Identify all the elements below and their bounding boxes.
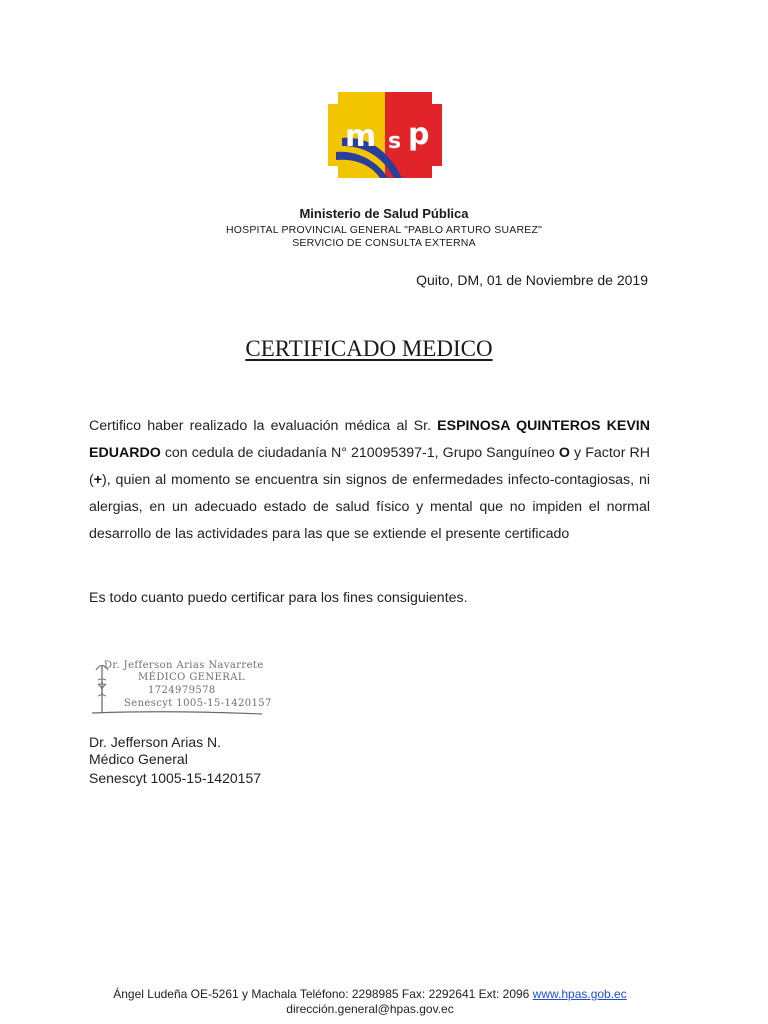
service-name: SERVICIO DE CONSULTA EXTERNA [292, 237, 476, 249]
stamp-line-doctor: Dr. Jefferson Arias Navarrete [104, 660, 264, 671]
hospital-name: HOSPITAL PROVINCIAL GENERAL "PABLO ARTURO SUAREZ" [226, 224, 542, 236]
certificate-body [89, 413, 650, 548]
patient-name: ESPINOSA QUINTEROS KEVIN EDUARDO [89, 418, 650, 461]
footer-email: dirección.general@hpas.gov.ec [286, 1002, 454, 1016]
svg-text:m: m [345, 119, 377, 154]
rh-factor: + [93, 472, 103, 488]
signer-name: Dr. Jefferson Arias N. [89, 734, 222, 750]
signer-role: Médico General [89, 751, 188, 767]
body-text-3: y Factor RH ( [89, 445, 650, 488]
doctor-stamp [90, 654, 270, 718]
svg-text:p: p [408, 117, 430, 152]
stamp-line-id: 1724979578 [148, 685, 216, 696]
msp-logo [328, 92, 442, 178]
msp-logo-graphic [328, 92, 442, 178]
footer-address: Ángel Ludeña OE-5261 y Machala Teléfono: 2298985 Fax: 2292641 Ext: 2096 [113, 987, 533, 1001]
footer-website-link[interactable]: www.hpas.gob.ec [532, 987, 627, 1001]
body-text-4: ), quien al momento se encuentra sin signos de enfermedades infecto-contagiosas, ni alergias, en un adecuado estado de salud físico y mental que no impiden el normal desarrollo de las actividades para las que se extiende el presente certificado [89, 472, 650, 542]
signer-registry: Senescyt 1005-15-1420157 [89, 770, 262, 786]
footer-address-line [0, 987, 740, 1001]
document-date: Quito, DM, 01 de Noviembre de 2019 [416, 272, 648, 288]
closing-statement: Es todo cuanto puedo certificar para los fines consiguientes. [89, 590, 468, 606]
blood-group: O [558, 445, 570, 461]
ministry-name: Ministerio de Salud Pública [299, 206, 469, 221]
document-title: CERTIFICADO MEDICO [245, 336, 493, 361]
stamp-line-role: MÉDICO GENERAL [138, 672, 245, 683]
body-text-1: Certifico haber realizado la evaluación médica al Sr. [89, 418, 438, 434]
stamp-line-registry: Senescyt 1005-15-1420157 [124, 698, 272, 709]
body-text-2: con cedula de ciudadanía N° 210095397-1, Grupo Sanguíneo [160, 445, 559, 461]
svg-text:s: s [388, 129, 402, 154]
